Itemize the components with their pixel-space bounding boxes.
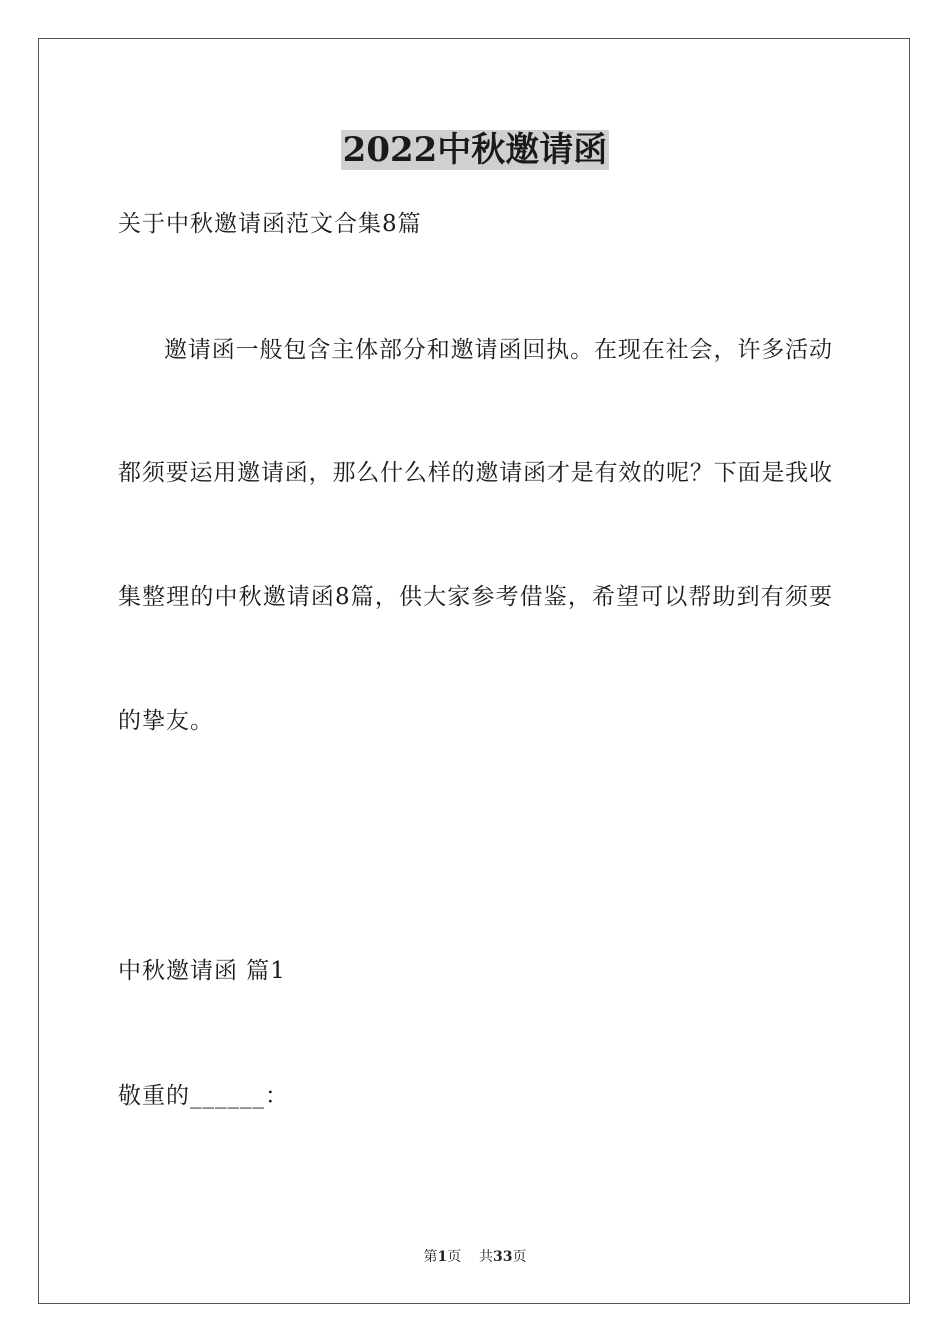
footer-page-prefix: 第 xyxy=(423,1249,438,1265)
document-title xyxy=(0,128,950,172)
footer-total-pages: 33 xyxy=(493,1249,513,1265)
section-heading: 中秋邀请函 篇1 xyxy=(118,958,286,984)
intro-paragraph-line-4: 的挚友。 xyxy=(118,708,214,734)
footer-total-prefix: 共 xyxy=(479,1249,494,1265)
page-footer xyxy=(0,1248,950,1266)
footer-page-suffix: 页 xyxy=(447,1249,462,1265)
intro-paragraph-line-1: 邀请函一般包含主体部分和邀请函回执。在现在社会，许多活动 xyxy=(164,337,832,363)
document-subtitle: 关于中秋邀请函范文合集8篇 xyxy=(118,211,422,237)
intro-paragraph-line-2: 都须要运用邀请函，那么什么样的邀请函才是有效的呢？下面是我收 xyxy=(118,460,832,486)
footer-total-suffix: 页 xyxy=(512,1249,527,1265)
document-title-text: 2022中秋邀请函 xyxy=(342,130,608,170)
footer-page-number: 1 xyxy=(437,1249,448,1265)
salutation-line: 敬重的______： xyxy=(118,1083,289,1109)
intro-paragraph-line-3: 集整理的中秋邀请函8篇，供大家参考借鉴，希望可以帮助到有须要 xyxy=(118,584,832,610)
